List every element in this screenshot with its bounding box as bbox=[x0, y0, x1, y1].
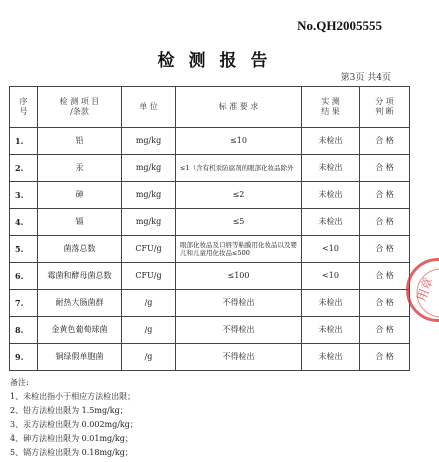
table-row bbox=[10, 290, 410, 317]
row-item: 菌落总数 bbox=[38, 236, 122, 263]
header-unit: 单 位 bbox=[122, 87, 176, 128]
header-standard: 标 准 要 求 bbox=[176, 87, 302, 128]
row-unit: mg/kg bbox=[122, 128, 176, 155]
note-line: 3、汞方法检出限为 0.002mg/kg； bbox=[10, 420, 138, 429]
row-seq: 2. bbox=[10, 155, 38, 182]
row-result: <10 bbox=[302, 236, 360, 263]
row-item: 耐热大肠菌群 bbox=[38, 290, 122, 317]
header-verdict: 分 项 判 断 bbox=[360, 87, 410, 128]
row-unit: /g bbox=[122, 317, 176, 344]
row-seq: 8. bbox=[10, 317, 38, 344]
header-result: 实 测 结 果 bbox=[302, 87, 360, 128]
header-seq: 序 号 bbox=[10, 87, 38, 128]
row-standard: 眼部化妆品及口唇等粘膜用化妆品以及婴儿和儿童用化妆品≤500 bbox=[176, 236, 302, 263]
table-row bbox=[10, 209, 410, 236]
row-verdict: 合 格 bbox=[360, 128, 410, 155]
header-item: 检 测 项 目 /条款 bbox=[38, 87, 122, 128]
row-verdict: 合 格 bbox=[360, 290, 410, 317]
row-standard: ≤1（含有机汞防腐剂的眼部化妆品除外 bbox=[176, 155, 302, 182]
row-standard: 不得检出 bbox=[176, 317, 302, 344]
row-verdict: 合 格 bbox=[360, 344, 410, 371]
row-verdict: 合 格 bbox=[360, 317, 410, 344]
report-number: No.QH2005555 bbox=[297, 18, 382, 33]
row-seq: 3. bbox=[10, 182, 38, 209]
table-row bbox=[10, 236, 410, 263]
table-row bbox=[10, 344, 410, 371]
row-unit: /g bbox=[122, 290, 176, 317]
row-unit: mg/kg bbox=[122, 155, 176, 182]
row-item: 金黄色葡萄球菌 bbox=[38, 317, 122, 344]
row-standard: ≤5 bbox=[176, 209, 302, 236]
table-row bbox=[10, 155, 410, 182]
row-unit: mg/kg bbox=[122, 182, 176, 209]
seal-graphic bbox=[409, 261, 439, 322]
page-indicator: 第3页 共4页 bbox=[340, 73, 391, 83]
row-result: 未检出 bbox=[302, 209, 360, 236]
table-row bbox=[10, 317, 410, 344]
row-standard: ≤10 bbox=[176, 128, 302, 155]
row-result: 未检出 bbox=[302, 128, 360, 155]
seal-text: 用章 bbox=[414, 275, 436, 304]
row-result: 未检出 bbox=[302, 182, 360, 209]
row-unit: mg/kg bbox=[122, 209, 176, 236]
row-standard: ≤2 bbox=[176, 182, 302, 209]
note-line: 2、铅方法检出限为 1.5mg/kg； bbox=[10, 406, 128, 415]
note-line: 4、砷方法检出限为 0.01mg/kg； bbox=[10, 434, 133, 443]
notes-heading: 备注: bbox=[10, 378, 29, 387]
row-verdict: 合 格 bbox=[360, 182, 410, 209]
row-item: 铜绿假单胞菌 bbox=[38, 344, 122, 371]
row-item: 镉 bbox=[38, 209, 122, 236]
table-row bbox=[10, 128, 410, 155]
row-result: 未检出 bbox=[302, 290, 360, 317]
row-item: 铅 bbox=[38, 128, 122, 155]
row-result: 未检出 bbox=[302, 317, 360, 344]
row-verdict: 合 格 bbox=[360, 263, 410, 290]
row-item: 霉菌和酵母菌总数 bbox=[38, 263, 122, 290]
test-results-table bbox=[9, 86, 410, 371]
row-result: <10 bbox=[302, 263, 360, 290]
row-seq: 6. bbox=[10, 263, 38, 290]
row-item: 砷 bbox=[38, 182, 122, 209]
row-result: 未检出 bbox=[302, 344, 360, 371]
row-standard: 不得检出 bbox=[176, 344, 302, 371]
row-result: 未检出 bbox=[302, 155, 360, 182]
row-unit: /g bbox=[122, 344, 176, 371]
note-line: 1、未检出指小于相应方法检出限； bbox=[10, 392, 136, 401]
row-seq: 1. bbox=[10, 128, 38, 155]
table-row bbox=[10, 182, 410, 209]
table-header-row bbox=[10, 87, 410, 128]
official-seal-stamp bbox=[406, 258, 439, 322]
row-standard: 不得检出 bbox=[176, 290, 302, 317]
row-verdict: 合 格 bbox=[360, 236, 410, 263]
row-verdict: 合 格 bbox=[360, 155, 410, 182]
row-item: 汞 bbox=[38, 155, 122, 182]
row-verdict: 合 格 bbox=[360, 209, 410, 236]
row-unit: CFU/g bbox=[122, 263, 176, 290]
row-unit: CFU/g bbox=[122, 236, 176, 263]
row-seq: 5. bbox=[10, 236, 38, 263]
report-title: 检测报告 bbox=[157, 51, 282, 71]
notes-section bbox=[10, 376, 138, 460]
table-row bbox=[10, 263, 410, 290]
note-line: 5、镉方法检出限为 0.18mg/kg； bbox=[10, 448, 133, 457]
row-seq: 4. bbox=[10, 209, 38, 236]
row-standard: ≤100 bbox=[176, 263, 302, 290]
row-seq: 7. bbox=[10, 290, 38, 317]
row-seq: 9. bbox=[10, 344, 38, 371]
